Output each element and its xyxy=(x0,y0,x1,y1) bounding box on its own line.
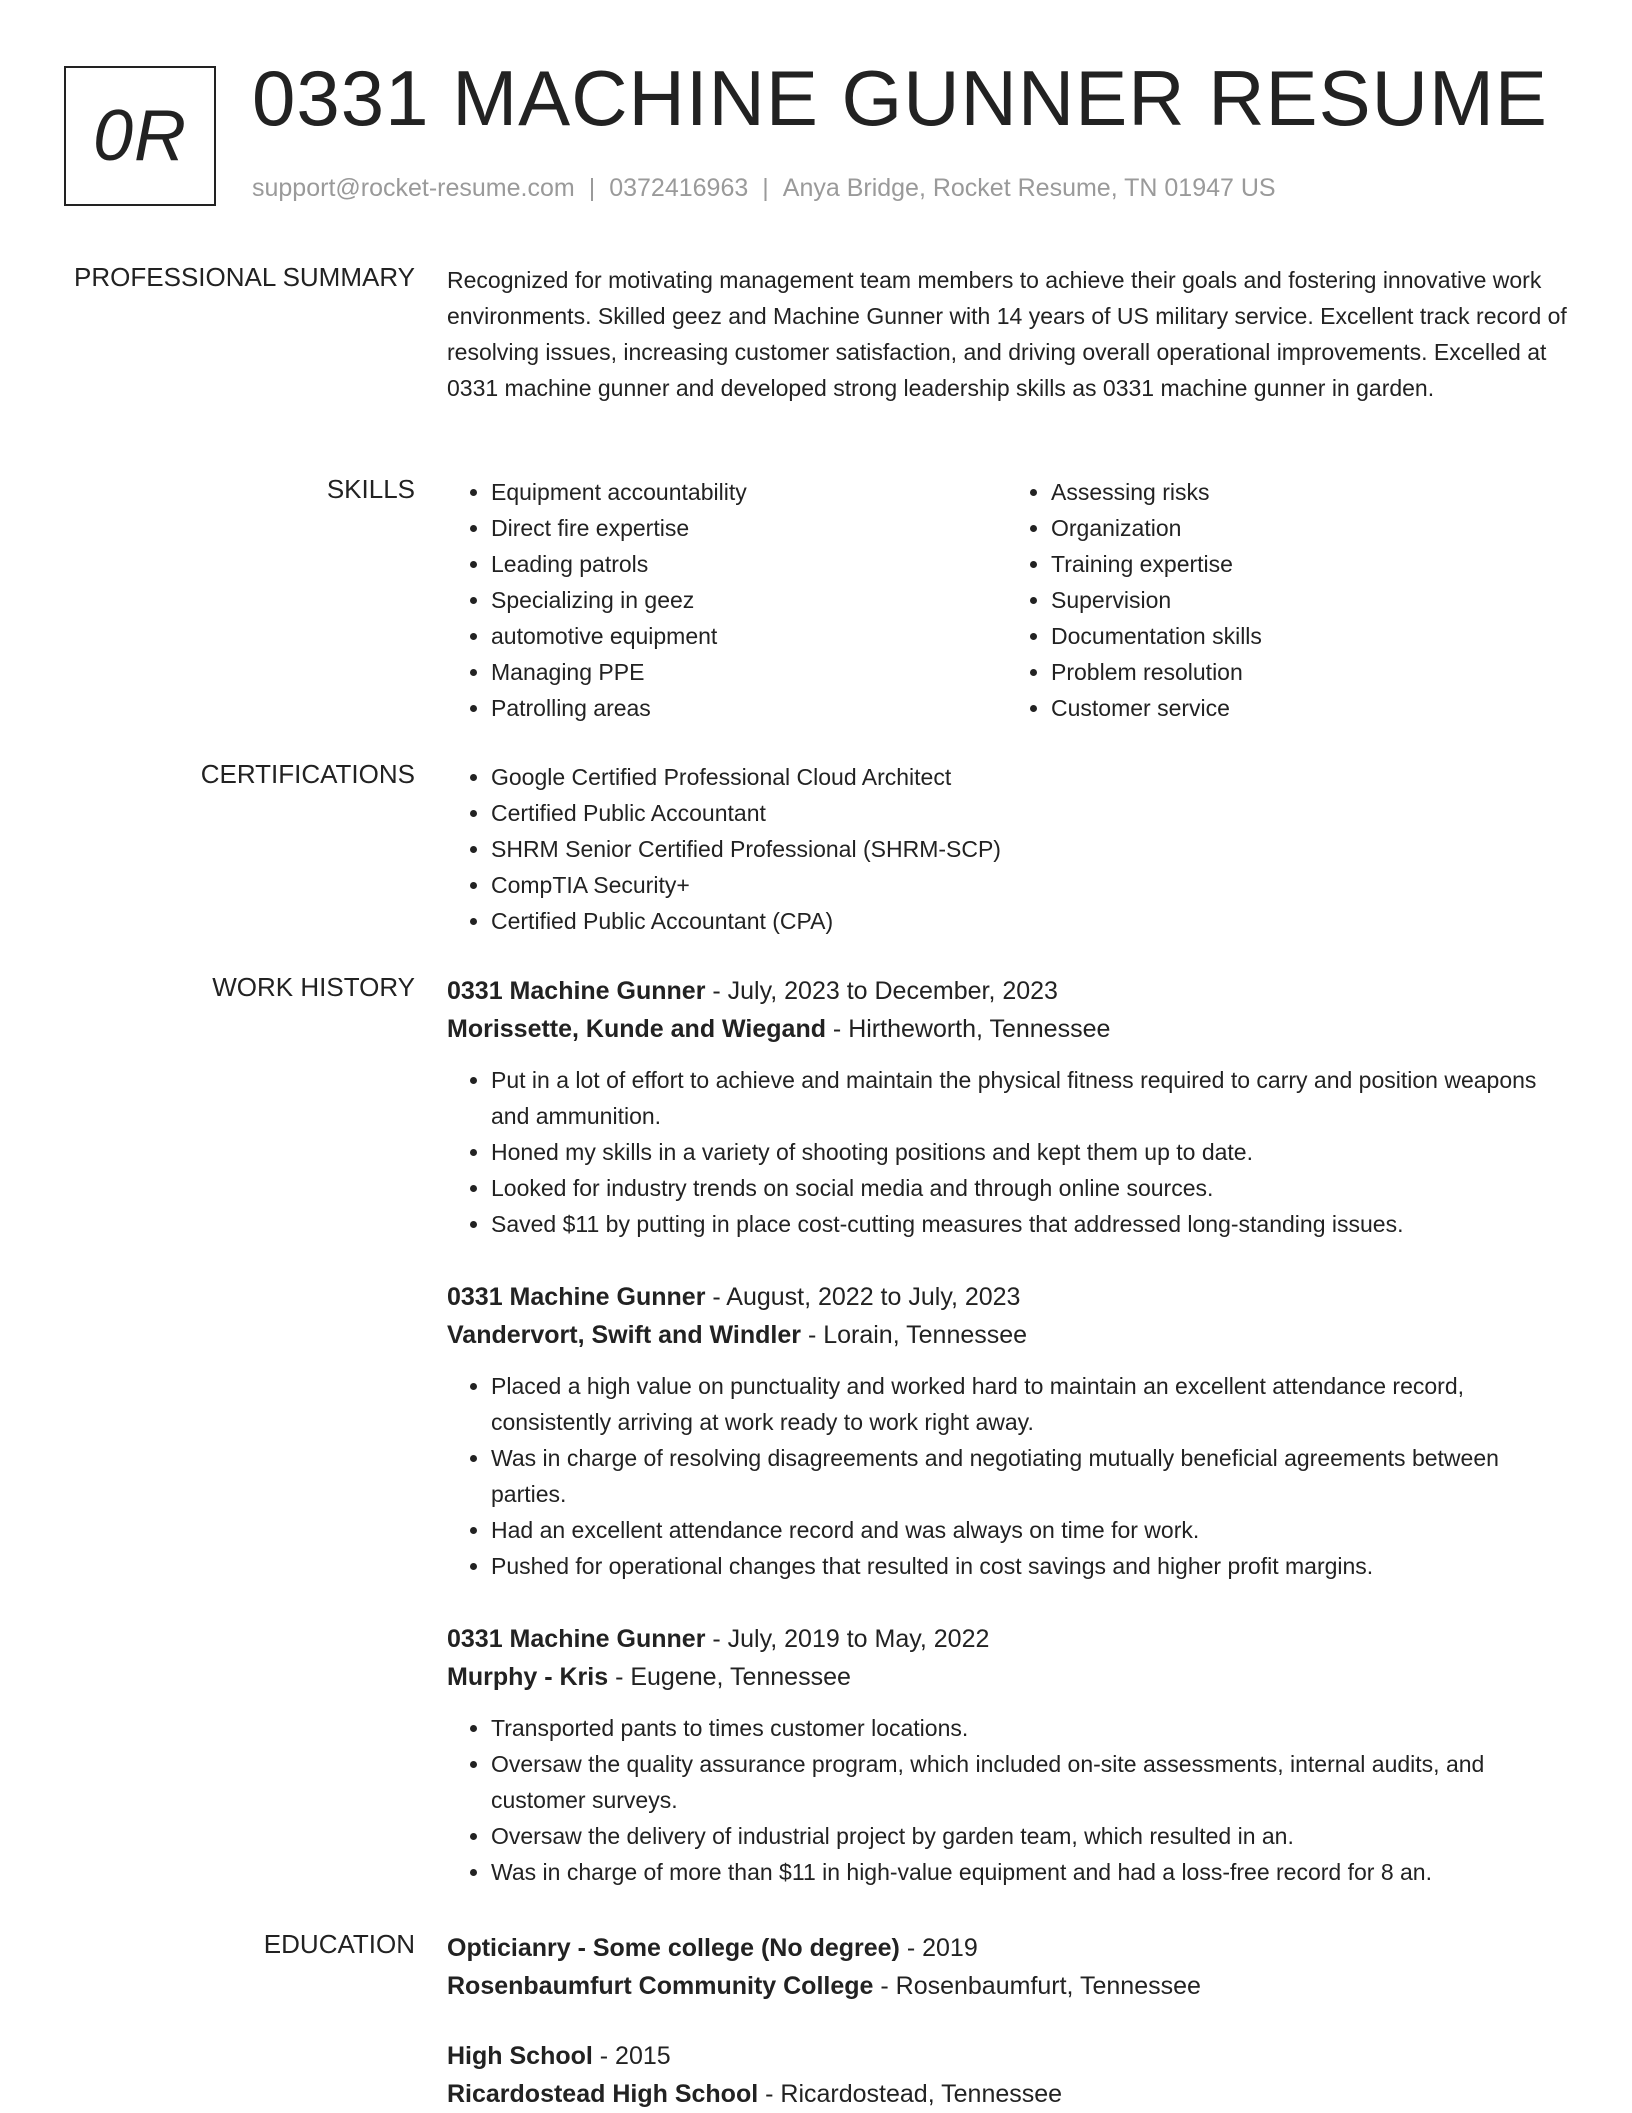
certifications-body xyxy=(447,759,1567,939)
contact-address: Anya Bridge, Rocket Resume, TN 01947 US xyxy=(782,174,1276,202)
list-item: • Assessing risks xyxy=(1051,474,1567,510)
skills-list-left xyxy=(447,474,1007,726)
education-degree: High School xyxy=(447,2042,593,2070)
contact-line xyxy=(252,174,1276,203)
education-location: - Rosenbaumfurt, Tennessee xyxy=(873,1972,1201,2000)
list-item: • Supervision xyxy=(1051,582,1567,618)
job-title-line xyxy=(447,1620,1567,1658)
list-item: • Problem resolution xyxy=(1051,654,1567,690)
list-item: • Leading patrols xyxy=(491,546,1007,582)
list-item: • Was in charge of resolving disagreements and negotiating mutually beneficial agreements between parties. xyxy=(491,1440,1567,1512)
job-company: Morissette, Kunde and Wiegand xyxy=(447,1015,826,1043)
job-location: - Hirtheworth, Tennessee xyxy=(825,1015,1111,1043)
contact-phone[interactable]: 0372416963 xyxy=(609,174,749,202)
list-item: • Was in charge of more than $11 in high-value equipment and had a loss-free record for 8 an. xyxy=(491,1854,1567,1890)
job-bullets xyxy=(447,1062,1567,1242)
section-label-certifications: CERTIFICATIONS xyxy=(200,759,415,789)
job-bullets xyxy=(447,1710,1567,1890)
contact-email[interactable]: support@rocket-resume.com xyxy=(252,174,575,202)
job-entry xyxy=(447,972,1567,1242)
skills-list-right xyxy=(1007,474,1567,726)
job-title-line xyxy=(447,1278,1567,1316)
education-body xyxy=(447,1929,1567,2113)
job-dates: - July, 2023 to December, 2023 xyxy=(705,977,1058,1005)
job-dates: - August, 2022 to July, 2023 xyxy=(705,1283,1021,1311)
job-title: 0331 Machine Gunner xyxy=(447,977,706,1005)
job-location: - Lorain, Tennessee xyxy=(801,1321,1028,1349)
job-company-line xyxy=(447,1316,1567,1354)
list-item: • Google Certified Professional Cloud Architect xyxy=(491,759,1567,795)
job-company-line xyxy=(447,1658,1567,1696)
list-item: • Transported pants to times customer locations. xyxy=(491,1710,1567,1746)
education-school: Rosenbaumfurt Community College xyxy=(447,1972,874,2000)
job-title-line xyxy=(447,972,1567,1010)
certifications-list xyxy=(447,759,1567,939)
list-item: • Managing PPE xyxy=(491,654,1007,690)
list-item: • Organization xyxy=(1051,510,1567,546)
education-degree: Opticianry - Some college (No degree) xyxy=(447,1934,900,1962)
page-title: 0331 MACHINE GUNNER RESUME xyxy=(252,54,1548,142)
list-item: • Patrolling areas xyxy=(491,690,1007,726)
education-degree-line xyxy=(447,1929,1567,1967)
list-item: • CompTIA Security+ xyxy=(491,867,1567,903)
skills-body xyxy=(447,474,1567,726)
list-item: • Had an excellent attendance record and was always on time for work. xyxy=(491,1512,1567,1548)
education-entry xyxy=(447,2037,1567,2113)
list-item: • Saved $11 by putting in place cost-cutting measures that addressed long-standing issues. xyxy=(491,1206,1567,1242)
education-school: Ricardostead High School xyxy=(447,2080,759,2108)
list-item: • Pushed for operational changes that resulted in cost savings and higher profit margins. xyxy=(491,1548,1567,1584)
summary-text: Recognized for motivating management team members to achieve their goals and fostering innovative work environments. Skilled geez and Machine Gunner with 14 years of US military service. Excellent track record of resolving issues, increasing customer satisfaction, and driving overall operational improvements. Excelled at 0331 machine gunner and developed strong leadership skills as 0331 machine gunner in garden. xyxy=(447,267,1567,401)
education-entry xyxy=(447,1929,1567,2005)
job-entry xyxy=(447,1620,1567,1890)
education-year: - 2019 xyxy=(899,1934,978,1962)
section-label-skills: SKILLS xyxy=(326,474,415,504)
section-label-work-history: WORK HISTORY xyxy=(212,972,415,1002)
education-location: - Ricardostead, Tennessee xyxy=(758,2080,1063,2108)
list-item: • Certified Public Accountant xyxy=(491,795,1567,831)
job-location: - Eugene, Tennessee xyxy=(608,1663,851,1691)
list-item: • Direct fire expertise xyxy=(491,510,1007,546)
section-label-summary: PROFESSIONAL SUMMARY xyxy=(74,262,415,292)
job-bullets xyxy=(447,1368,1567,1584)
section-label-education: EDUCATION xyxy=(263,1929,415,1959)
education-school-line xyxy=(447,1967,1567,2005)
list-item: • SHRM Senior Certified Professional (SHRM-SCP) xyxy=(491,831,1567,867)
list-item: • Oversaw the quality assurance program, which included on-site assessments, internal audits, and customer surveys. xyxy=(491,1746,1567,1818)
list-item: • Oversaw the delivery of industrial project by garden team, which resulted in an. xyxy=(491,1818,1567,1854)
list-item: • Put in a lot of effort to achieve and maintain the physical fitness required to carry and position weapons and ammunition. xyxy=(491,1062,1567,1134)
list-item: • Certified Public Accountant (CPA) xyxy=(491,903,1567,939)
list-item: • Customer service xyxy=(1051,690,1567,726)
list-item: • Documentation skills xyxy=(1051,618,1567,654)
education-year: - 2015 xyxy=(592,2042,671,2070)
education-degree-line xyxy=(447,2037,1567,2075)
list-item: • Looked for industry trends on social media and through online sources. xyxy=(491,1170,1567,1206)
job-company: Vandervort, Swift and Windler xyxy=(447,1321,801,1349)
job-title: 0331 Machine Gunner xyxy=(447,1283,706,1311)
list-item: • Placed a high value on punctuality and worked hard to maintain an excellent attendance record, consistently arriving at work ready to work right away. xyxy=(491,1368,1567,1440)
job-dates: - July, 2019 to May, 2022 xyxy=(705,1625,990,1653)
job-company-line xyxy=(447,1010,1567,1048)
list-item: • automotive equipment xyxy=(491,618,1007,654)
monogram-logo: 0R xyxy=(64,66,216,206)
list-item: • Honed my skills in a variety of shooting positions and kept them up to date. xyxy=(491,1134,1567,1170)
job-entry xyxy=(447,1278,1567,1584)
education-school-line xyxy=(447,2075,1567,2113)
summary-body xyxy=(447,262,1567,406)
list-item: • Specializing in geez xyxy=(491,582,1007,618)
contact-separator: | xyxy=(762,174,769,202)
job-company: Murphy - Kris xyxy=(447,1663,609,1691)
work-history-body xyxy=(447,972,1567,1890)
list-item: • Training expertise xyxy=(1051,546,1567,582)
list-item: • Equipment accountability xyxy=(491,474,1007,510)
job-title: 0331 Machine Gunner xyxy=(447,1625,706,1653)
contact-separator: | xyxy=(588,174,596,202)
